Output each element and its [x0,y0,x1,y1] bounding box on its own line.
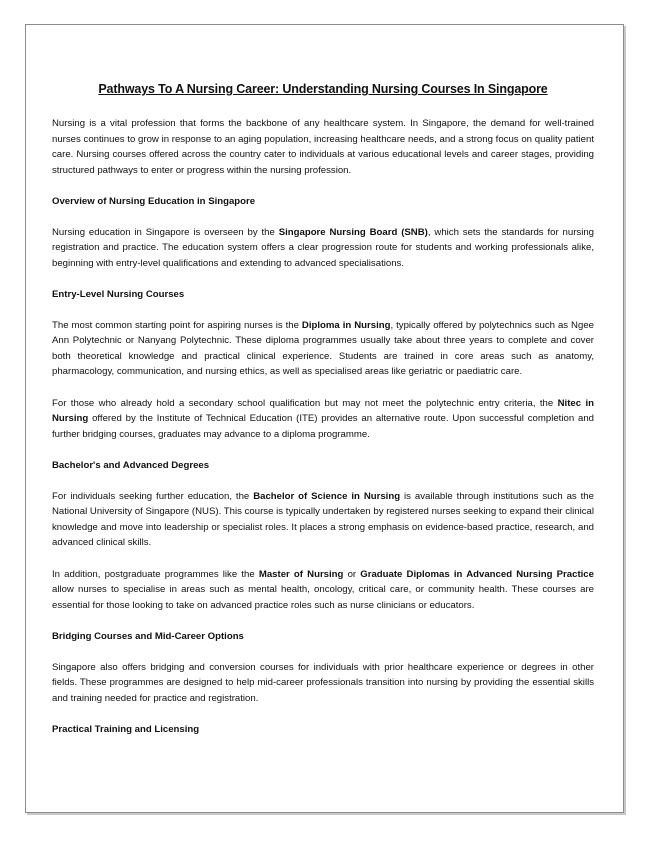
heading-entry-level: Entry-Level Nursing Courses [52,289,185,300]
document-title: Pathways To A Nursing Career: Understanding Nursing Courses In Singapore [98,82,548,96]
bachelor-paragraph-1: For individuals seeking further education, the Bachelor of Science in Nursing is available through institutions such as the National University of Singapore (NUS). This course is typically undertaken by registered nurses seeking to expand their clinical knowledge and move into leadership or specialist roles. It places a strong emphasis on evidence-based practice, research, and advanced clinical skills. [52,490,594,548]
overview-paragraph: Nursing education in Singapore is overseen by the Singapore Nursing Board (SNB), which sets the standards for nursing registration and practice. The education system offers a clear progression route for students and working professionals alike, beginning with entry-level qualifications and extending to advanced specialisations. [52,226,595,269]
document-body [52,82,594,753]
heading-practical: Practical Training and Licensing [52,724,200,735]
heading-overview: Overview of Nursing Education in Singapore [52,196,256,207]
bachelor-paragraph-2: In addition, postgraduate programmes like the Master of Nursing or Graduate Diplomas in Advanced Nursing Practice allow nurses to specialise in areas such as mental health, oncology, critical care, or community health. These courses are essential for those looking to take on advanced practice roles such as nurse clinicians or educators. [52,568,594,611]
intro-paragraph: Nursing is a vital profession that forms the backbone of any healthcare system. In Singapore, the demand for well-trained nurses continues to grow in response to an aging population, increasing healthcare needs, and a strong focus on quality patient care. Nursing courses offered across the country cater to individuals at various educational levels and career stages, providing structured pathways to enter or progress within the nursing profession. [52,118,594,176]
entry-paragraph-2: For those who already hold a secondary school qualification but may not meet the polytechnic entry criteria, the Nitec in Nursing offered by the Institute of Technical Education (ITE) provides an alternative route. Upon successful completion and further bridging courses, graduates may advance to a diploma programme. [52,397,594,440]
bridging-paragraph: Singapore also offers bridging and conversion courses for individuals with prior healthcare experience or degrees in other fields. These programmes are designed to help mid-career professionals transition into nursing by providing the essential skills and training needed for practice and registration. [52,661,594,704]
entry-paragraph-1: The most common starting point for aspiring nurses is the Diploma in Nursing, typically offered by polytechnics such as Ngee Ann Polytechnic or Nanyang Polytechnic. These diploma programmes usually take about three years to complete and cover both theoretical knowledge and practical clinical experience. Students are trained in core areas such as anatomy, pharmacology, communication, and nursing ethics, as well as specialised areas like geriatric or paediatric care. [52,319,594,377]
heading-bridging: Bridging Courses and Mid-Career Options [52,631,244,642]
heading-bachelor: Bachelor's and Advanced Degrees [52,460,210,471]
